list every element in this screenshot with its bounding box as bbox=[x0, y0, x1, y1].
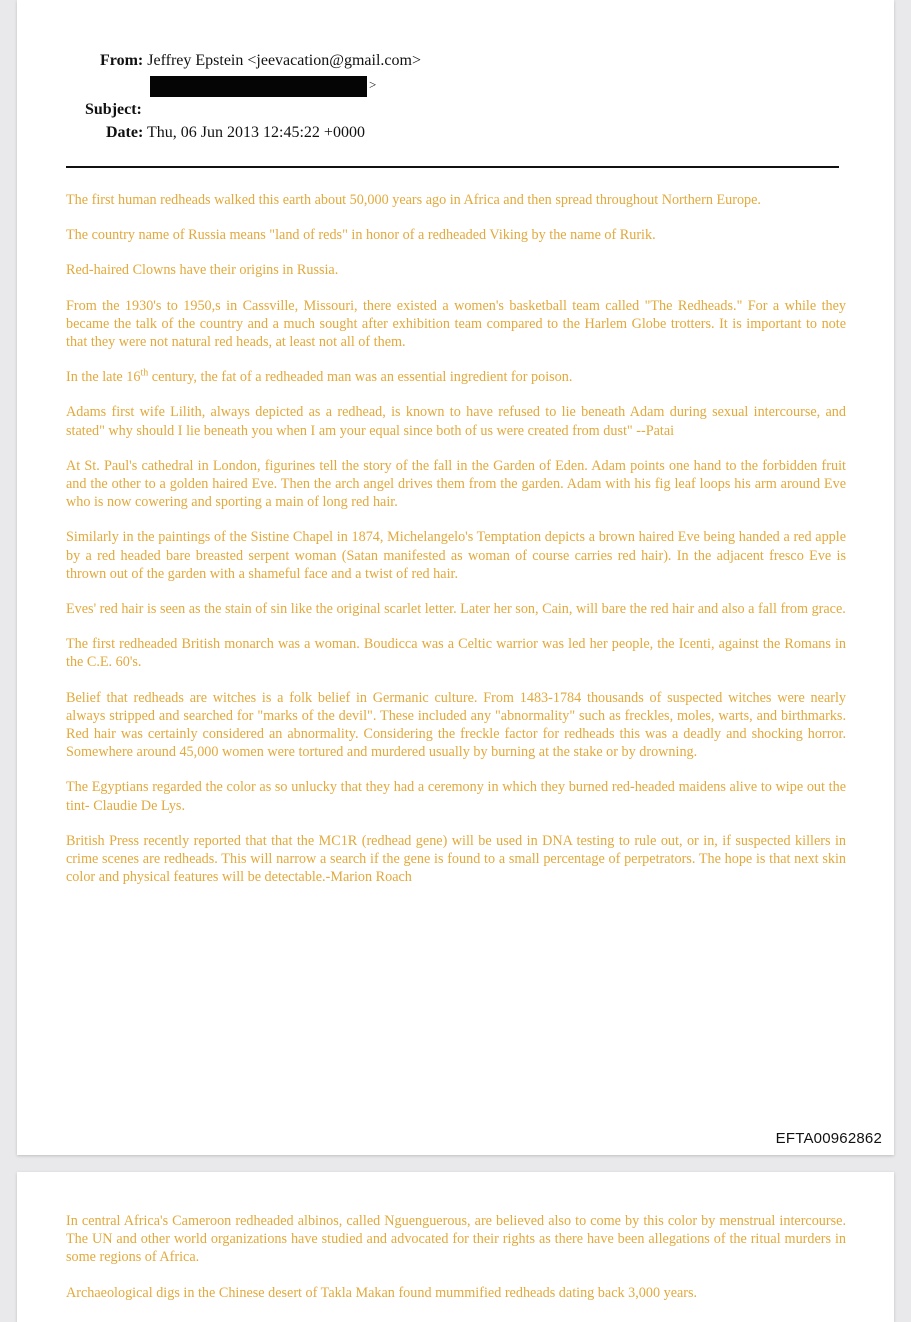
redaction-bar bbox=[150, 76, 367, 97]
paragraph: The Egyptians regarded the color as so unlucky that they had a ceremony in which they burned red-headed maidens alive to wipe out the tint- Claudie De Lys. bbox=[66, 779, 846, 814]
paragraph: British Press recently reported that that the MC1R (redhead gene) will be used in DNA testing to rule out, or in, if suspected killers in crime scenes are redheads. This will narrow a search if the gene is found to a small percentage of perpetrators. The hope is that next skin color and physical features will be detectable.-Marion Roach bbox=[66, 832, 846, 886]
from-line bbox=[100, 52, 421, 70]
paragraph-part: century, the fat of a redheaded man was an essential ingredient for poison. bbox=[148, 369, 573, 386]
document-page-2 bbox=[17, 1172, 894, 1322]
page-2-body bbox=[66, 1212, 846, 1319]
from-value: Jeffrey Epstein <jeevacation@gmail.com> bbox=[147, 52, 421, 69]
paragraph: The country name of Russia means "land of reds" in honor of a redheaded Viking by the name of Rurik. bbox=[66, 227, 656, 244]
paragraph: In central Africa's Cameroon redheaded albinos, called Nguenguerous, are believed also to come by this color by menstrual intercourse. The UN and other world organizations have studied and advocated for their rights as there have been allegations of the ritual murders in some regions of Africa. bbox=[66, 1213, 846, 1266]
header-divider bbox=[66, 166, 839, 168]
bates-stamp: EFTA00962862 bbox=[775, 1130, 882, 1147]
date-line bbox=[106, 124, 365, 142]
to-suffix: > bbox=[369, 77, 377, 92]
paragraph: Archaeological digs in the Chinese desert of Takla Makan found mummified redheads dating back 3,000 years. bbox=[66, 1284, 698, 1301]
paragraph-part: In the late 16 bbox=[66, 369, 141, 386]
paragraph: The first human redheads walked this earth about 50,000 years ago in Africa and then spread throughout Northern Europe. bbox=[66, 192, 761, 208]
subject-line bbox=[85, 101, 142, 119]
paragraph: Eves' red hair is seen as the stain of sin like the original scarlet letter. Later her son, Cain, will bare the red hair and also a fall from grace. bbox=[66, 601, 846, 618]
paragraph: Adams first wife Lilith, always depicted as a redhead, is known to have refused to lie beneath Adam during sexual intercourse, and stated" why should I lie beneath you when I am your equal since both of us were created from dust" --Patai bbox=[66, 404, 846, 439]
page-1-body bbox=[66, 191, 846, 903]
paragraph bbox=[66, 368, 846, 386]
subject-label: Subject: bbox=[85, 101, 142, 118]
superscript: th bbox=[140, 367, 149, 379]
paragraph: From the 1930's to 1950,s in Cassville, Missouri, there existed a women's basketball team called "The Redheads." For a while they became the talk of the country and a much sought after exhibition team compared to the Harlem Globe trotters. It is important to note that they were not natural red heads, at least not all of them. bbox=[66, 297, 846, 351]
date-label: Date: bbox=[106, 124, 144, 141]
document-page-1 bbox=[17, 0, 894, 1155]
date-value: Thu, 06 Jun 2013 12:45:22 +0000 bbox=[147, 124, 365, 141]
from-label: From: bbox=[100, 52, 144, 69]
paragraph: Similarly in the paintings of the Sistine Chapel in 1874, Michelangelo's Temptation depicts a brown haired Eve being handed a red apple by a red headed bare breasted serpent woman (Satan manifested as woman of course carries red hair). In the adjacent fresco Eve is thrown out of the garden with a shameful face and a twist of red hair. bbox=[66, 529, 846, 582]
paragraph: Belief that redheads are witches is a folk belief in Germanic culture. From 1483-1784 thousands of suspected witches were nearly always stripped and searched for "marks of the devil". These included any "abnormality" such as freckles, moles, warts, and birthmarks. Red hair was certainly considered an abnormality. Considering the freckle factor for redheads this was a deadly and shocking horror. Somewhere around 45,000 women were tortured and murdered usually by burning at the stake or by drowning. bbox=[66, 689, 846, 761]
paragraph: At St. Paul's cathedral in London, figurines tell the story of the fall in the Garden of Eden. Adam points one hand to the forbidden fruit and the other to a golden haired Eve. Then the arch angel drives them from the garden. Adam with his fig leaf loops his arm around Eve who is now cowering and sporting a main of long red hair. bbox=[66, 457, 846, 511]
paragraph: Red-haired Clowns have their origins in Russia. bbox=[66, 262, 339, 279]
paragraph: The first redheaded British monarch was a woman. Boudicca was a Celtic warrior was led her people, the Icenti, against the Romans in the C.E. 60's. bbox=[66, 636, 846, 671]
